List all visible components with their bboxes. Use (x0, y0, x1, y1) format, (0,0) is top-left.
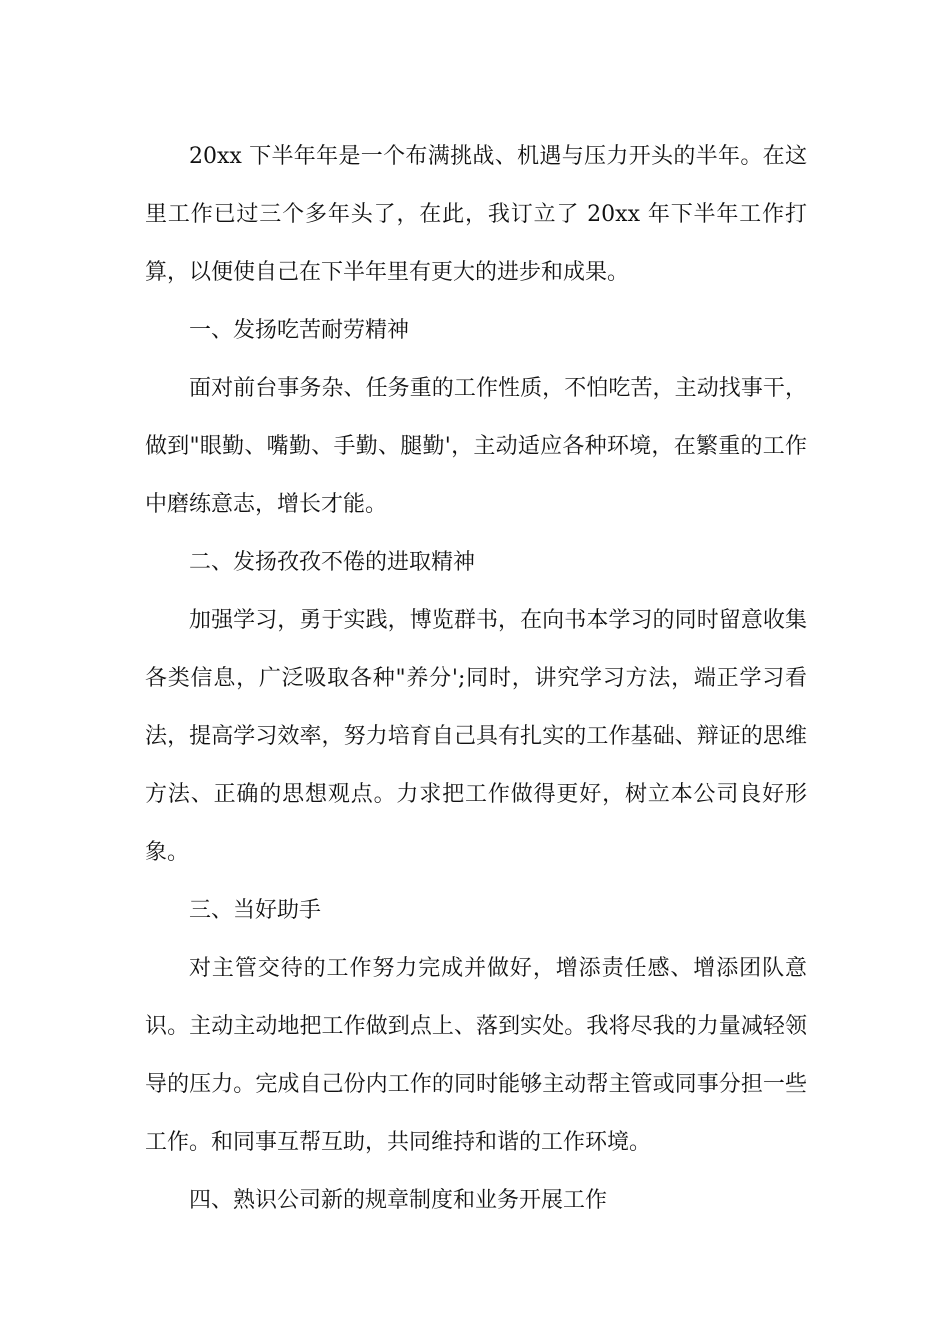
section-heading-3: 三、当好助手 (189, 898, 322, 923)
paragraph-intro: 20xx 下半年年是一个布满挑战、机遇与压力开头的半年。在这里工作已过三个多年头了，在此，我订立了 20xx 年下半年工作打算，以便使自己在下半年里有更大的进步和成果。 (145, 144, 807, 285)
paragraph-section-2: 加强学习，勇于实践，博览群书，在向书本学习的同时留意收集各类信息，广泛吸取各种"养分';同时，讲究学习方法，端正学习看法，提高学习效率，努力培育自己具有扎实的工作基础、辩证的思维方法、正确的思想观点。力求把工作做得更好，树立本公司良好形象。 (145, 608, 807, 865)
document-body (145, 128, 807, 1230)
paragraph-section-1: 面对前台事务杂、任务重的工作性质，不怕吃苦，主动找事干，做到"眼勤、嘴勤、手勤、腿勤'，主动适应各种环境，在繁重的工作中磨练意志，增长才能。 (145, 376, 807, 517)
section-heading-1: 一、发扬吃苦耐劳精神 (189, 318, 410, 343)
section-heading-4: 四、熟识公司新的规章制度和业务开展工作 (189, 1188, 608, 1213)
paragraph-section-3: 对主管交待的工作努力完成并做好，增添责任感、增添团队意识。主动主动地把工作做到点上、落到实处。我将尽我的力量减轻领导的压力。完成自己份内工作的同时能够主动帮主管或同事分担一些工作。和同事互帮互助，共同维持和谐的工作环境。 (145, 956, 807, 1155)
section-heading-2: 二、发扬孜孜不倦的进取精神 (189, 550, 476, 575)
